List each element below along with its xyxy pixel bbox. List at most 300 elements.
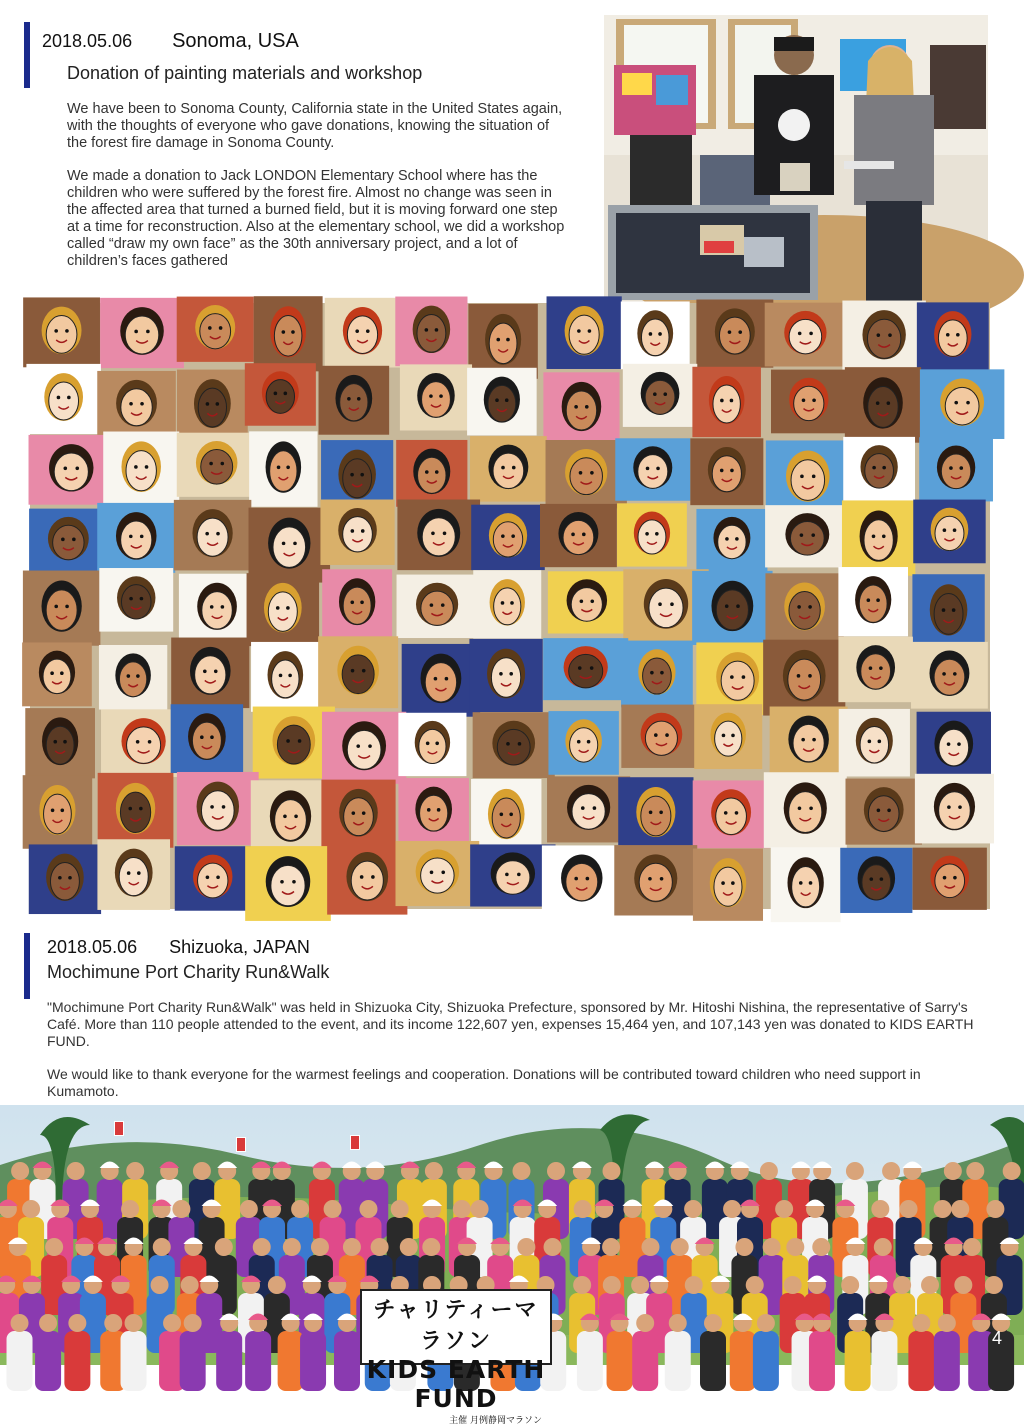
crowd-person-head [784, 1276, 802, 1294]
collage-face [716, 590, 748, 630]
crowd-person-body [121, 1331, 147, 1391]
collage-face-eye [350, 600, 354, 604]
crowd-person-body [730, 1331, 756, 1391]
collage-face [421, 858, 454, 893]
collage-face [570, 728, 598, 762]
collage-face-eye [351, 669, 355, 673]
crowd-person-head [184, 1314, 202, 1332]
crowd-person-head [671, 1238, 689, 1256]
collage-face [420, 795, 448, 831]
collage-face-eye [876, 401, 880, 405]
crowd-person-body [845, 1331, 871, 1391]
collage-face-eye [291, 330, 295, 334]
collage-face-eye [869, 877, 873, 881]
crowd-person-head [684, 1200, 702, 1218]
collage-face-eye [430, 870, 434, 874]
crowd-person-head [181, 1276, 199, 1294]
collage-face-eye [210, 805, 214, 809]
collage-face-eye [146, 330, 150, 334]
collage-face-eye [725, 604, 729, 608]
collage-face [50, 862, 79, 900]
collage-face-eye [953, 876, 957, 880]
collage-face-eye [282, 542, 286, 546]
collage-face-eye [425, 470, 429, 474]
crowd-person-head [882, 1162, 900, 1180]
collage-face [719, 317, 750, 354]
collage-face-eye [812, 475, 816, 479]
collage-face [939, 729, 969, 766]
crowd-person-head [963, 1238, 981, 1256]
collage-face [859, 585, 887, 622]
collage-face [489, 323, 517, 363]
collage-face [935, 516, 964, 550]
crowd-person-head [547, 1162, 565, 1180]
collage-face-eye [352, 811, 356, 815]
collage-face-eye [512, 466, 516, 470]
collage-face-eye [798, 332, 802, 336]
collage-face-eye [445, 677, 449, 681]
collage-face-eye [210, 735, 214, 739]
collage-face [493, 522, 522, 557]
crowd-person-head [453, 1200, 471, 1218]
crowd-person-head [104, 1314, 122, 1332]
collage-face-eye [943, 528, 947, 532]
banner-english-text: KIDS EARTH FUND [366, 1355, 546, 1413]
collage-face-eye [957, 742, 961, 746]
collage-face-eye [649, 332, 653, 336]
collage-face-eye [872, 466, 876, 470]
section2-paragraph-2: We would like to thank everyone for the warmest feelings and cooperation. Donations will be contributed toward children who need support in Kumamoto. [47, 1066, 921, 1099]
collage-face [201, 449, 233, 484]
collage-face [43, 659, 71, 693]
collage-face [198, 863, 228, 898]
collage-face-eye [439, 394, 443, 398]
collage-face-eye [959, 466, 963, 470]
collage-face-eye [216, 402, 220, 406]
collage-face-eye [288, 674, 292, 678]
collage-face-eye [574, 405, 578, 409]
collage-face-eye [361, 529, 365, 533]
collage-face [121, 585, 151, 619]
collage-face-eye [136, 740, 140, 744]
collage-face-eye [496, 338, 500, 342]
section1-place: Sonoma, USA [172, 30, 299, 52]
collage-face [941, 454, 971, 489]
crowd-person-head [574, 1200, 592, 1218]
collage-face-eye [435, 470, 439, 474]
group-photo-sign-2 [236, 1137, 246, 1152]
crowd-person-head [67, 1162, 85, 1180]
section2-title: Mochimune Port Charity Run&Walk [47, 962, 330, 982]
crowd-person-body [64, 1331, 90, 1391]
collage-face [497, 729, 530, 765]
collage-face [275, 800, 307, 841]
collage-face [572, 794, 605, 830]
collage-face [935, 864, 965, 898]
collage-face-eye [800, 475, 804, 479]
crowd-person-head [371, 1238, 389, 1256]
collage-face-eye [495, 398, 499, 402]
collage-face-eye [209, 462, 213, 466]
crowd-person-head [1003, 1162, 1021, 1180]
collage-face-eye [435, 328, 439, 332]
collage-face-eye [63, 740, 67, 744]
crowd-person-head [343, 1238, 361, 1256]
collage-face-eye [580, 599, 584, 603]
collage-face-eye [722, 734, 726, 738]
crowd-person-head [871, 1200, 889, 1218]
collage-face [566, 863, 598, 900]
collage-face-eye [501, 601, 505, 605]
crowd-person-head [951, 1200, 969, 1218]
collage-face [649, 588, 683, 628]
crowd-person-head [603, 1276, 621, 1294]
collage-face-eye [731, 734, 735, 738]
collage-face [46, 316, 77, 354]
collage-face-eye [593, 806, 597, 810]
crowd-person-head [846, 1162, 864, 1180]
collage-face-eye [869, 666, 873, 670]
collage-face-eye [208, 326, 212, 330]
collage-face-eye [952, 608, 956, 612]
crowd-person-head [735, 1238, 753, 1256]
crowd-person-body [665, 1331, 691, 1391]
collage-face [571, 588, 602, 622]
collage-face-eye [949, 466, 953, 470]
collage-face [277, 725, 310, 764]
collage-face-eye [802, 398, 806, 402]
collage-face-eye [216, 875, 220, 879]
collage-face-eye [280, 880, 284, 884]
collage-face-eye [655, 532, 659, 536]
crowd-person-head [757, 1314, 775, 1332]
collage-face [418, 457, 446, 493]
collage-face [939, 792, 971, 830]
collage-face-eye [571, 533, 575, 537]
collage-face-eye [54, 329, 58, 333]
collage-face-eye [53, 740, 57, 744]
collage-face-eye [214, 669, 218, 673]
collage-face-eye [724, 811, 728, 815]
section2-date: 2018.05.06 [47, 937, 138, 957]
collage-face [195, 656, 226, 694]
collage-face-eye [742, 675, 746, 679]
collage-face [712, 456, 741, 492]
collage-face-eye [129, 535, 133, 539]
collage-face-eye [200, 735, 204, 739]
collage-face-eye [947, 805, 951, 809]
collage-face-eye [730, 399, 734, 403]
collage-face-eye [660, 671, 664, 675]
collage-face [125, 316, 159, 354]
crowd-person-head [986, 1200, 1004, 1218]
collage-face-eye [663, 392, 667, 396]
collage-face-eye [499, 672, 503, 676]
collage-face-eye [137, 871, 141, 875]
collage-face-eye [284, 392, 288, 396]
collage-face [121, 389, 152, 426]
banner-japanese-text: チャリティーマラソン [373, 1298, 539, 1354]
collage-face-eye [649, 811, 653, 815]
collage-face [792, 866, 820, 906]
collage-face-eye [876, 598, 880, 602]
collage-face [119, 662, 146, 697]
collage-face-eye [954, 401, 958, 405]
collage-face [422, 382, 451, 418]
crowd-person-head [944, 1162, 962, 1180]
collage-face-eye [362, 811, 366, 815]
collage-face-eye [590, 471, 594, 475]
collage-face-eye [654, 733, 658, 737]
collage-face-eye [956, 333, 960, 337]
collage-face [643, 658, 672, 694]
donation-photo-illustration [604, 15, 988, 302]
collage-face-eye [127, 871, 131, 875]
crowd-person-head [636, 1314, 654, 1332]
collage-face-eye [501, 534, 505, 538]
collage-face-eye [148, 740, 152, 744]
collage-face-eye [431, 531, 435, 535]
crowd-person-head [68, 1314, 86, 1332]
crowd-person-body [871, 1331, 897, 1391]
crowd-person-head [775, 1200, 793, 1218]
collage-face-eye [887, 809, 891, 813]
collage-face-eye [801, 738, 805, 742]
collage-face [192, 722, 221, 759]
collage-face-eye [127, 674, 131, 678]
collage-face [425, 663, 456, 702]
collage-face-eye [868, 740, 872, 744]
collage-face-eye [658, 332, 662, 336]
collage-face-eye [67, 396, 71, 400]
collage-face-eye [738, 330, 742, 334]
crowd-person-head [125, 1314, 143, 1332]
crowd-person-head [985, 1276, 1003, 1294]
collage-face-eye [426, 741, 430, 745]
section1-accent-bar [24, 22, 30, 88]
collage-face-eye [730, 469, 734, 473]
crowd-person-head [912, 1314, 930, 1332]
crowd-person-head [763, 1238, 781, 1256]
collage-face-eye [65, 605, 69, 609]
collage-face [496, 861, 530, 895]
collage-face [563, 520, 594, 554]
collage-face-eye [129, 402, 133, 406]
collage-face-eye [216, 532, 220, 536]
collage-face-eye [645, 532, 649, 536]
collage-face [273, 527, 306, 567]
crowd-person-body [607, 1331, 633, 1391]
collage-face [569, 654, 603, 687]
collage-face [44, 794, 72, 834]
collage-face-eye [360, 875, 364, 879]
collage-face-eye [736, 604, 740, 608]
collage-face [419, 729, 446, 763]
crowd-person-head [215, 1238, 233, 1256]
collage-face [714, 867, 742, 906]
collage-face-eye [798, 806, 802, 810]
collage-face-eye [129, 597, 133, 601]
collage-face-eye [437, 808, 441, 812]
collage-face [272, 660, 299, 698]
collage-face-eye [579, 471, 583, 475]
crowd-person-head [311, 1238, 329, 1256]
collage-face [343, 459, 372, 498]
crowd-person-head [163, 1314, 181, 1332]
section1-paragraph-2: We made a donation to Jack LONDON Elementary School where has the children who were suffered by the forest fire. Almost no change was seen in the affected area that turned a burned field, but it is moving forward one step at a time for reconstruction. Also at the elementary school, we did a workshop called “draw my own face” as the 30th anniversary project, and a lot of children’s faces gathered [67, 168, 565, 269]
collage-face-eye [58, 876, 62, 880]
crowd-person-body [809, 1331, 835, 1391]
collage-face [126, 451, 156, 491]
collage-face-eye [946, 333, 950, 337]
collage-face [861, 654, 891, 689]
collage-face-eye [506, 338, 510, 342]
collage-face-eye [882, 466, 886, 470]
collage-face [934, 594, 963, 635]
collage-face-eye [650, 671, 654, 675]
collage-face [421, 591, 453, 625]
collage-face-eye [966, 401, 970, 405]
collage-face-eye [947, 742, 951, 746]
collage-face-eye [735, 537, 739, 541]
collage-face [860, 726, 888, 762]
collage-face-eye [276, 606, 280, 610]
crowd-person-body [300, 1331, 326, 1391]
collage-face [266, 380, 294, 414]
collage-face-eye [588, 329, 592, 333]
collage-face-eye [725, 537, 729, 541]
crowd-person-head [685, 1276, 703, 1294]
collage-face [789, 319, 822, 353]
collage-face [868, 387, 899, 428]
collage-face-eye [68, 876, 72, 880]
page-number: 4 [991, 1328, 1002, 1348]
group-photo [0, 1105, 1024, 1426]
collage-face [200, 314, 231, 349]
crowd-person-head [641, 1238, 659, 1256]
collage-face-eye [371, 875, 375, 879]
section1-title: Donation of painting materials and workshop [67, 63, 423, 83]
collage-face [127, 727, 161, 764]
collage-face [488, 385, 516, 422]
crowd-person-head [603, 1162, 621, 1180]
collage-face-eye [659, 811, 663, 815]
crowd-person-body [753, 1331, 779, 1391]
collage-face-eye [728, 330, 732, 334]
collage-face-eye [286, 739, 290, 743]
crowd-person-head [517, 1238, 535, 1256]
collage-face [638, 520, 666, 554]
collage-face [49, 382, 79, 420]
crowd-person-head [669, 1314, 687, 1332]
collage-face-eye [953, 672, 957, 676]
collage-face [794, 386, 824, 420]
collage-face [864, 520, 893, 561]
collage-face [417, 315, 446, 353]
crowd-person-head [704, 1314, 722, 1332]
collage-face-eye [72, 538, 76, 542]
collage-face-eye [430, 603, 434, 607]
section2-accent-bar [24, 933, 30, 999]
collage-face [566, 391, 596, 430]
collage-face-eye [443, 531, 447, 535]
collage-face-eye [63, 467, 67, 471]
collage-face-eye [140, 597, 144, 601]
collage-face-eye [283, 814, 287, 818]
collage-face [491, 658, 520, 698]
crowd-person-body [7, 1331, 33, 1391]
section2-place: Shizuoka, JAPAN [169, 937, 310, 957]
crowd-person-head [841, 1276, 859, 1294]
crowd-person-body [908, 1331, 934, 1391]
collage-face [343, 517, 373, 552]
collage-face-eye [140, 535, 144, 539]
collage-face-eye [506, 742, 510, 746]
collage-face-eye [441, 870, 445, 874]
crowd-person-head [723, 1200, 741, 1218]
collage-face-eye [812, 738, 816, 742]
crowd-person-body [278, 1331, 304, 1391]
collage-face [347, 730, 381, 769]
collage-face-eye [65, 329, 69, 333]
collage-face [790, 521, 824, 555]
collage-face [865, 454, 894, 488]
collage-face-eye [735, 811, 739, 815]
crowd-person-head [324, 1200, 342, 1218]
collage-face [715, 721, 742, 756]
collage-face-eye [888, 333, 892, 337]
faces-collage-illustration [30, 303, 990, 909]
collage-face-eye [799, 881, 803, 885]
collage-face [198, 388, 226, 427]
collage-face-eye [808, 605, 812, 609]
collage-face-eye [368, 744, 372, 748]
collage-face-eye [517, 873, 521, 877]
collage-face-eye [139, 807, 143, 811]
crowd-person-head [544, 1238, 562, 1256]
collage-face-eye [731, 881, 735, 885]
collage-face-eye [653, 392, 657, 396]
collage-face [569, 315, 599, 354]
crowd-person-head [121, 1200, 139, 1218]
charity-banner [360, 1289, 552, 1426]
collage-face-eye [134, 330, 138, 334]
crowd-person-head [22, 1200, 40, 1218]
section1-paragraph-1: We have been to Sonoma County, California state in the United States again, with the thoughts of everyone who gave donations, knowing the situation of the forest fire damage in Sonoma County. [67, 101, 563, 151]
collage-face-eye [510, 601, 514, 605]
collage-face-eye [509, 672, 513, 676]
collage-face [202, 592, 233, 629]
collage-face [638, 455, 668, 489]
collage-face-eye [210, 605, 214, 609]
section2-paragraph-1: "Mochimune Port Charity Run&Walk" was held in Shizuoka City, Shizuoka Prefecture, sponsored by Mr. Hitoshi Nishina, the representative of Sarry's Café. More than 110 people attended to the event, and its income 122,607 yen, expenses 15,464 yen, and 107,143 yen was donated to KIDS EARTH FUND. [47, 999, 974, 1049]
collage-face-eye [286, 606, 290, 610]
collage-face-eye [219, 326, 223, 330]
crowd-person-head [812, 1238, 830, 1256]
crowd-person-head [151, 1276, 169, 1294]
crowd-person-head [471, 1200, 489, 1218]
crowd-person-head [573, 1276, 591, 1294]
collage-face-eye [51, 808, 55, 812]
collage-face [121, 521, 152, 559]
collage-face-eye [797, 674, 801, 678]
collage-face [274, 315, 302, 356]
collage-face-eye [501, 466, 505, 470]
collage-face [342, 655, 374, 694]
collage-face-eye [427, 808, 431, 812]
collage-face-eye [670, 602, 674, 606]
collage-face [945, 387, 979, 425]
